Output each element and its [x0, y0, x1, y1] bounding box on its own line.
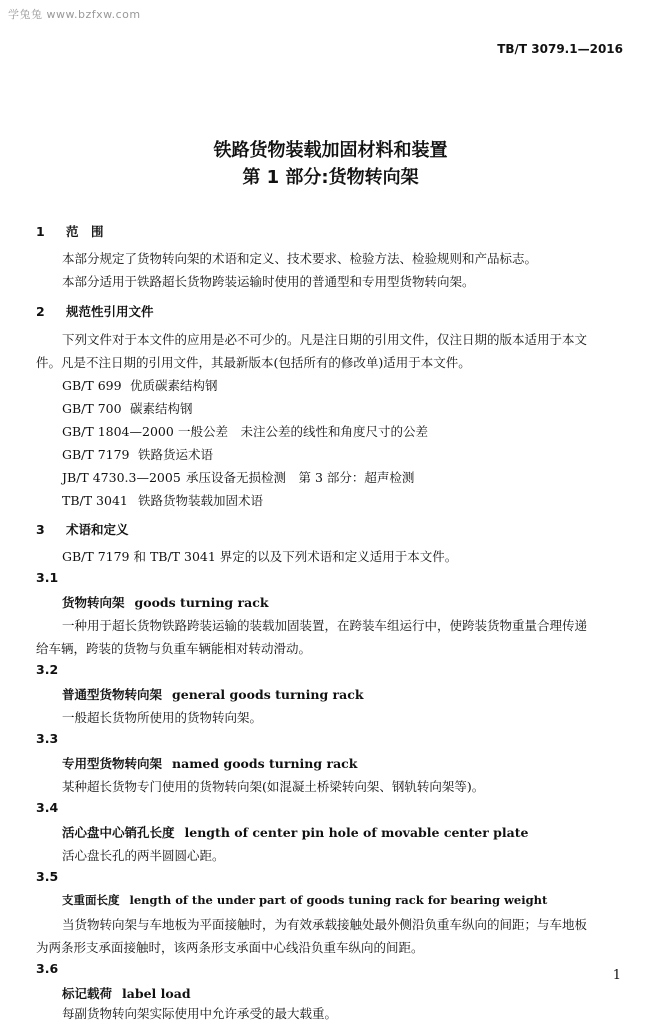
term-english: length of the under part of goods tuning rack for bearing weight: [129, 893, 548, 907]
watermark: 学兔兔 www.bzfxw.com: [8, 8, 141, 21]
term-number: 3.3: [36, 731, 59, 746]
term-heading: [62, 984, 191, 1002]
section-2-heading: [36, 302, 154, 320]
term-chinese: 支重面长度: [62, 893, 120, 907]
section-title: 术语和定义: [66, 522, 129, 537]
reference-code: GB/T 1804—2000: [62, 424, 174, 439]
section-3-intro: GB/T 7179 和 TB/T 3041 界定的以及下列术语和定义适用于本文件。: [62, 549, 458, 564]
term-number: 3.1: [36, 570, 59, 585]
term-heading: [62, 892, 547, 908]
term-english: label load: [122, 986, 191, 1001]
term-chinese: 普通型货物转向架: [62, 687, 163, 702]
term-definition: 每副货物转向架实际使用中允许承受的最大载重。: [62, 1006, 338, 1021]
term-heading: [62, 685, 364, 703]
section-1-heading: [36, 222, 104, 240]
term-chinese: 专用型货物转向架: [62, 756, 163, 771]
document-subtitle: 第 1 部分:货物转向架: [242, 167, 419, 188]
reference-name: 优质碳素结构钢: [130, 378, 218, 393]
reference-code: TB/T 3041: [62, 493, 128, 508]
term-definition: 活心盘长孔的两半圆圆心距。: [62, 848, 225, 863]
section-number: 1: [36, 224, 45, 239]
standard-code: TB/T 3079.1—2016: [497, 42, 623, 56]
term-number: 3.5: [36, 869, 59, 884]
section-2-paragraph: 下列文件对于本文件的应用是必不可少的。凡是注日期的引用文件，仅注日期的版本适用于本文: [62, 332, 588, 347]
reference-name: 铁路货物装载加固术语: [138, 493, 264, 508]
reference-name: 铁路货运术语: [138, 447, 214, 462]
reference-item: [62, 376, 218, 394]
page-number: 1: [612, 968, 621, 983]
term-english: goods turning rack: [134, 595, 269, 610]
term-chinese: 货物转向架: [62, 595, 125, 610]
term-heading: [62, 754, 357, 772]
reference-name: 一般公差 未注公差的线性和角度尺寸的公差: [178, 424, 429, 439]
term-chinese: 标记载荷: [62, 986, 113, 1001]
document-title: 铁路货物装载加固材料和装置: [213, 140, 448, 161]
reference-item: [62, 468, 414, 486]
reference-item: [62, 422, 428, 440]
reference-code: JB/T 4730.3—2005: [62, 470, 181, 485]
section-1-paragraph: 本部分规定了货物转向架的术语和定义、技术要求、检验方法、检验规则和产品标志。: [62, 251, 538, 266]
reference-code: GB/T 7179: [62, 447, 130, 462]
term-chinese: 活心盘中心销孔长度: [62, 825, 175, 840]
term-english: length of center pin hole of movable center plate: [184, 825, 529, 840]
term-definition: 为两条形支承面接触时，该两条形支承面中心线沿负重车纵向的间距。: [36, 940, 424, 955]
section-3-heading: [36, 520, 129, 538]
term-definition: 某种超长货物专门使用的货物转向架(如混凝土桥梁转向架、钢轨转向架等)。: [62, 779, 485, 794]
term-number: 3.4: [36, 800, 59, 815]
reference-name: 承压设备无损检测 第 3 部分：超声检测: [186, 470, 415, 485]
term-english: general goods turning rack: [172, 687, 364, 702]
term-definition: 一种用于超长货物铁路跨装运输的装载加固装置，在跨装车组运行中，使跨装货物重量合理传递: [62, 618, 588, 633]
term-definition: 给车辆，跨装的货物与负重车辆能相对转动滑动。: [36, 641, 312, 656]
term-number: 3.2: [36, 662, 59, 677]
section-title: 规范性引用文件: [66, 304, 154, 319]
reference-name: 碳素结构钢: [130, 401, 193, 416]
term-english: named goods turning rack: [172, 756, 358, 771]
section-2-paragraph: 件。凡是不注日期的引用文件，其最新版本(包括所有的修改单)适用于本文件。: [36, 355, 471, 370]
reference-code: GB/T 699: [62, 378, 122, 393]
reference-item: [62, 491, 263, 509]
term-heading: [62, 823, 528, 841]
section-number: 2: [36, 304, 45, 319]
section-title: 范 围: [66, 224, 104, 239]
term-definition: 当货物转向架与车地板为平面接触时，为有效承载接触处最外侧沿负重车纵向的间距；与车地板: [62, 917, 588, 932]
term-definition: 一般超长货物所使用的货物转向架。: [62, 710, 263, 725]
section-number: 3: [36, 522, 45, 537]
reference-code: GB/T 700: [62, 401, 122, 416]
term-heading: [62, 593, 268, 611]
term-number: 3.6: [36, 961, 59, 976]
reference-item: [62, 445, 213, 463]
reference-item: [62, 399, 193, 417]
section-1-paragraph: 本部分适用于铁路超长货物跨装运输时使用的普通型和专用型货物转向架。: [62, 274, 475, 289]
